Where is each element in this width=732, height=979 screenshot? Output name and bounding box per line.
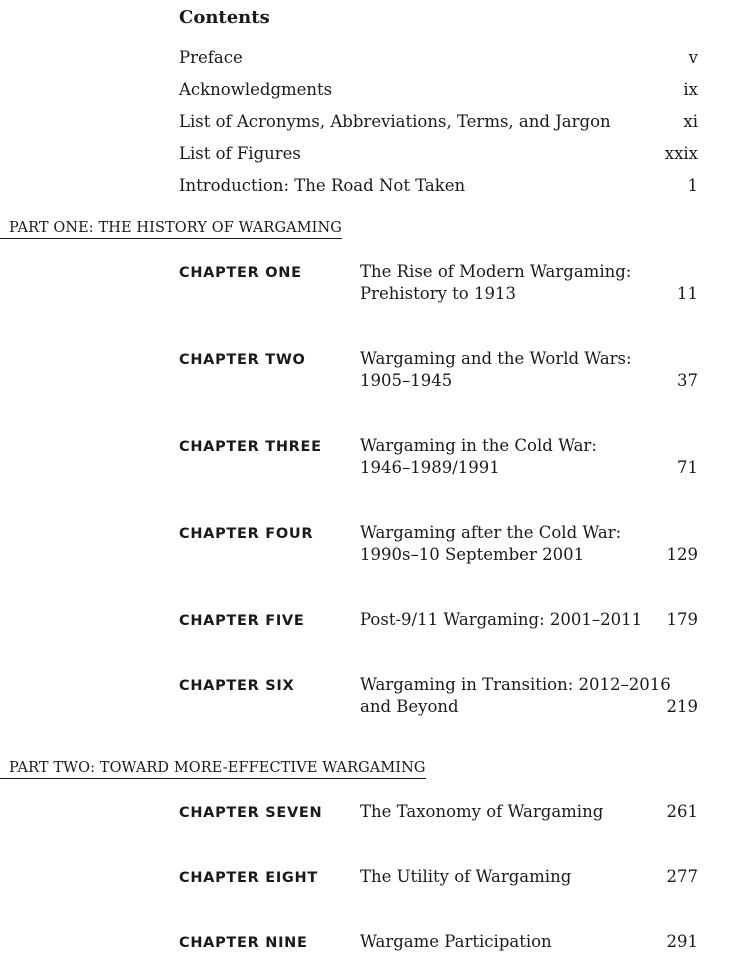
chapter-title-line: Wargaming in the Cold War:: [360, 436, 597, 455]
toc-entry-page: v: [688, 48, 698, 67]
chapter-page: 291: [666, 932, 698, 951]
chapter-label: CHAPTER FIVE: [179, 613, 305, 629]
chapter-page: 129: [666, 545, 698, 564]
chapter-title: [360, 674, 671, 718]
chapter-title: [360, 609, 660, 631]
toc-entry-list-of-figures[interactable]: [179, 144, 698, 168]
chapter-title-line: The Rise of Modern Wargaming:: [360, 262, 632, 281]
chapter-title-line: The Taxonomy of Wargaming: [360, 802, 604, 821]
toc-entry-preface[interactable]: [179, 48, 698, 72]
chapter-title: [360, 522, 660, 566]
chapter-label: CHAPTER ONE: [179, 265, 302, 281]
toc-entry-title: Acknowledgments: [179, 80, 333, 99]
chapter-title: [360, 261, 660, 305]
chapter-title: [360, 801, 660, 823]
toc-entry-title: Introduction: The Road Not Taken: [179, 176, 466, 195]
chapter-title: [360, 435, 660, 479]
chapter-title: [360, 348, 660, 392]
toc-entry-acknowledgments[interactable]: [179, 80, 698, 104]
chapter-title-line: Wargaming in Transition: 2012–2016: [360, 675, 671, 694]
chapter-page: 37: [677, 371, 698, 390]
chapter-title-line: 1990s–10 September 2001: [360, 545, 585, 564]
toc-entry-title: Preface: [179, 48, 243, 67]
chapter-label: CHAPTER SEVEN: [179, 805, 323, 821]
toc-entry-title: List of Figures: [179, 144, 301, 163]
toc-entry-introduction[interactable]: [179, 176, 698, 200]
chapter-title-line: 1946–1989/1991: [360, 458, 500, 477]
chapter-page: 179: [666, 610, 698, 629]
chapter-title-line: Post-9/11 Wargaming: 2001–2011: [360, 610, 643, 629]
chapter-page: 11: [677, 284, 698, 303]
chapter-title: [360, 931, 660, 953]
chapter-page: 71: [677, 458, 698, 477]
chapter-title: [360, 866, 660, 888]
toc-entry-page: ix: [683, 80, 698, 99]
chapter-title-line: The Utility of Wargaming: [360, 867, 572, 886]
toc-entry-title: List of Acronyms, Abbreviations, Terms, and Jargon: [179, 112, 611, 131]
chapter-title-line: 1905–1945: [360, 371, 453, 390]
chapter-label: CHAPTER TWO: [179, 352, 306, 368]
chapter-label: CHAPTER EIGHT: [179, 870, 318, 886]
contents-heading: Contents: [179, 7, 270, 28]
chapter-title-line: Prehistory to 1913: [360, 284, 516, 303]
toc-entry-page: xi: [683, 112, 698, 131]
toc-entry-page: 1: [687, 176, 698, 195]
toc-entry-acronyms[interactable]: [179, 112, 698, 136]
chapter-title-line: and Beyond: [360, 697, 459, 716]
chapter-title-line: Wargaming and the World Wars:: [360, 349, 632, 368]
chapter-page: 261: [666, 802, 698, 821]
chapter-title-line: Wargame Participation: [360, 932, 552, 951]
toc-entry-page: xxix: [664, 144, 698, 163]
chapter-page: 277: [666, 867, 698, 886]
chapter-label: CHAPTER SIX: [179, 678, 295, 694]
part-one-heading[interactable]: PART ONE: THE HISTORY OF WARGAMING: [0, 220, 342, 239]
chapter-label: CHAPTER NINE: [179, 935, 308, 951]
chapter-label: CHAPTER FOUR: [179, 526, 314, 542]
chapter-label: CHAPTER THREE: [179, 439, 322, 455]
chapter-page: 219: [666, 697, 698, 716]
chapter-title-line: Wargaming after the Cold War:: [360, 523, 622, 542]
part-two-heading[interactable]: PART TWO: TOWARD MORE-EFFECTIVE WARGAMING: [0, 760, 426, 779]
